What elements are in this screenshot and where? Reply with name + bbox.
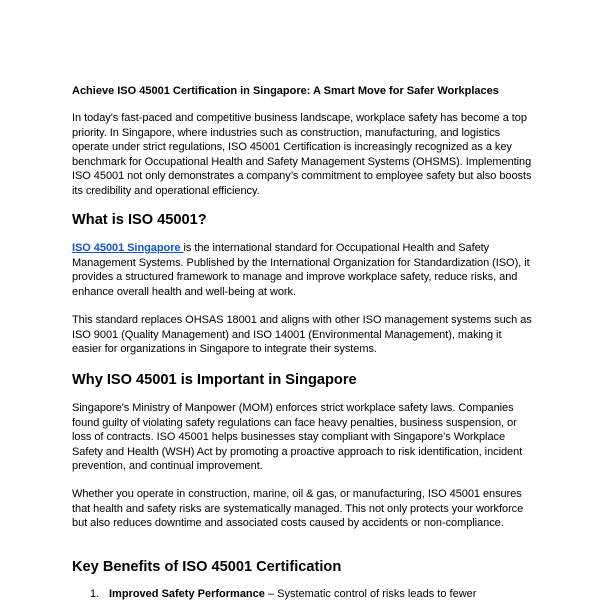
- benefit-title: Improved Safety Performance: [109, 588, 265, 600]
- what-is-paragraph-2: This standard replaces OHSAS 18001 and aligns with other ISO management systems such as ISO 9001 (Quality Management) and ISO 14001 (Environmental Management), making it easier for organizations in Singapore to integrate their systems.: [72, 314, 532, 356]
- list-number: 1.: [90, 588, 100, 600]
- document-title: Achieve ISO 45001 Certification in Singapore: A Smart Move for Safer Workplaces: [72, 85, 499, 97]
- benefits-list: [72, 587, 532, 602]
- what-is-paragraph-1: [72, 241, 532, 299]
- benefit-description: – Systematic control of risks leads to fewer: [264, 588, 477, 600]
- section-heading-why-important: Why ISO 45001 is Important in Singapore: [72, 372, 357, 388]
- what-is-paragraph-1-text: is the international standard for Occupational Health and Safety Management Systems. Published by the International Organization for Standardization (ISO), it provides a structured framework to manage and improve workplace safety, reduce risks, and enhance overall health and well-being at work.: [72, 242, 530, 298]
- intro-paragraph: In today's fast-paced and competitive business landscape, workplace safety has become a top priority. In Singapore, where industries such as construction, manufacturing, and logistics operate under strict regulations, ISO 45001 Certification is increasingly recognized as a key benchmark for Occupational Health and Safety Management Systems (OHSMS). Implementing ISO 45001 not only demonstrates a company’s commitment to employee safety but also boosts its credibility and operational efficiency.: [72, 112, 532, 197]
- why-important-paragraph-2: Whether you operate in construction, marine, oil & gas, or manufacturing, ISO 45001 ensures that health and safety risks are systematically managed. This not only protects your workforce but also reduces downtime and associated costs caused by accidents or non-compliance.: [72, 488, 524, 530]
- iso-45001-singapore-link[interactable]: ISO 45001 Singapore: [72, 242, 184, 254]
- why-important-paragraph-1: Singapore's Ministry of Manpower (MOM) enforces strict workplace safety laws. Companies found guilty of violating safety regulations can face heavy penalties, business suspension, or loss of contracts. ISO 45001 helps businesses stay compliant with Singapore’s Workplace Safety and Health (WSH) Act by promoting a proactive approach to risk identification, incident prevention, and continual improvement.: [72, 402, 523, 473]
- section-heading-key-benefits: Key Benefits of ISO 45001 Certification: [72, 559, 342, 575]
- section-heading-what-is: What is ISO 45001?: [72, 212, 207, 228]
- benefit-list-item: [72, 587, 532, 602]
